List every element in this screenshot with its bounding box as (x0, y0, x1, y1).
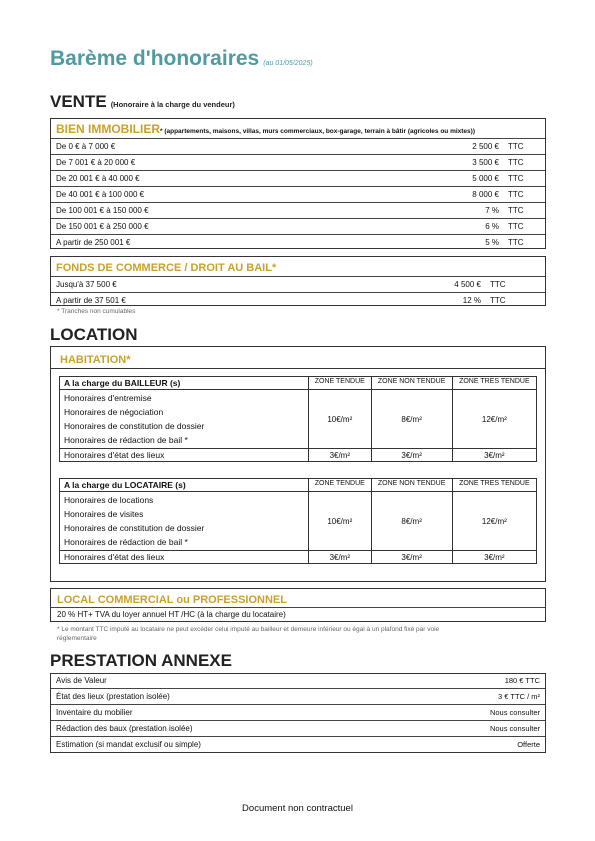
habitation-box (50, 346, 546, 582)
prestation-row (51, 721, 545, 737)
bien-value: 5 000 € (385, 171, 504, 187)
prestation-value: 3 € TTC / m² (407, 689, 545, 705)
bien-unit: TTC (504, 187, 545, 203)
locataire-item: Honoraires de locations (64, 495, 154, 505)
bien-row (51, 155, 545, 171)
bien-value: 7 % (385, 203, 504, 219)
bailleur-items-row (60, 390, 537, 449)
bien-range: De 40 001 € à 100 000 € (51, 187, 385, 203)
prestation-label: Inventaire du mobilier (51, 705, 407, 721)
bien-range: De 7 001 € à 20 000 € (51, 155, 385, 171)
local-commercial-title: LOCAL COMMERCIAL ou PROFESSIONNEL (57, 594, 287, 606)
prestation-label: État des lieux (prestation isolée) (51, 689, 407, 705)
ttc-note (57, 625, 537, 643)
bien-range: De 20 001 € à 40 000 € (51, 171, 385, 187)
ttc-note-line-1: * Le montant TTC imputé au locataire ne peut excéder celui imputé au bailleur et demeure inférieur ou égal à un plafond fixé par voie (57, 626, 440, 633)
locataire-items-row (60, 492, 537, 551)
bailleur-title: A la charge du BAILLEUR (s) (60, 377, 309, 390)
bailleur-etat-row (60, 449, 537, 462)
locataire-title: A la charge du LOCATAIRE (s) (60, 479, 309, 492)
prestation-row (51, 689, 545, 705)
bailleur-zone-header-3: ZONE TRES TENDUE (452, 377, 536, 390)
title-date: (au 01/05/2025) (263, 60, 313, 67)
locataire-value-2: 8€/m² (371, 492, 452, 551)
prestation-value: Offerte (407, 737, 545, 753)
locataire-etat-label: Honoraires d'état des lieux (60, 551, 309, 564)
local-commercial-box (50, 588, 546, 622)
prestation-value: Nous consulter (407, 721, 545, 737)
bien-value: 5 % (385, 235, 504, 251)
bailleur-etat-value-2: 3€/m² (371, 449, 452, 462)
footer-note: Document non contractuel (242, 803, 353, 814)
locataire-etat-value-3: 3€/m² (452, 551, 536, 564)
bailleur-zone-header-2: ZONE NON TENDUE (371, 377, 452, 390)
fonds-commerce-star: * (271, 262, 277, 274)
bien-range: A partir de 250 001 € (51, 235, 385, 251)
bailleur-etat-value-3: 3€/m² (452, 449, 536, 462)
bien-unit: TTC (504, 235, 545, 251)
bien-row (51, 203, 545, 219)
bien-row (51, 219, 545, 235)
bien-unit: TTC (504, 139, 545, 155)
locataire-item: Honoraires de rédaction de bail * (64, 537, 188, 547)
locataire-value-1: 10€/m² (309, 492, 372, 551)
prestation-value: 180 € TTC (504, 676, 540, 685)
bien-row (51, 235, 545, 251)
bailleur-item: Honoraires de rédaction de bail * (64, 435, 188, 445)
locataire-etat-row (60, 551, 537, 564)
locataire-zone-header-2: ZONE NON TENDUE (371, 479, 452, 492)
locataire-zone-header-1: ZONE TENDUE (309, 479, 372, 492)
fonds-value: 12 % (349, 293, 486, 309)
location-heading: LOCATION (50, 325, 138, 344)
locataire-etat-value-1: 3€/m² (309, 551, 372, 564)
fonds-row (51, 293, 545, 309)
fonds-commerce-header (51, 257, 545, 276)
prestation-value: Nous consulter (407, 705, 545, 721)
vente-heading-text: VENTE (50, 92, 107, 111)
bien-unit: TTC (504, 219, 545, 235)
locataire-item: Honoraires de constitution de dossier (64, 523, 205, 533)
bien-value: 2 500 € (385, 139, 504, 155)
habitation-header (51, 347, 545, 369)
fonds-range: A partir de 37 501 € (51, 293, 349, 309)
bailleur-value-3: 12€/m² (452, 390, 536, 449)
bailleur-value-1: 10€/m² (309, 390, 372, 449)
bien-immobilier-note: * (appartements, maisons, villas, murs commerciaux, box-garage, terrain à bâtir (agricoles ou mixtes)) (160, 128, 475, 135)
locataire-header-row (60, 479, 537, 492)
bien-immobilier-box (50, 118, 546, 249)
tranches-note: * Tranches non cumulables (57, 308, 136, 315)
bien-row (51, 171, 545, 187)
bien-row (51, 187, 545, 203)
bailleur-header-row (60, 377, 537, 390)
vente-heading (50, 92, 235, 112)
bien-unit: TTC (504, 155, 545, 171)
locataire-table (59, 478, 537, 564)
bien-unit: TTC (504, 171, 545, 187)
locataire-zone-header-3: ZONE TRES TENDUE (452, 479, 536, 492)
locataire-item: Honoraires de visites (64, 509, 144, 519)
bien-value: 6 % (385, 219, 504, 235)
bien-range: De 0 € à 7 000 € (51, 139, 385, 155)
habitation-star: * (126, 354, 131, 366)
vente-subheading: (Honoraire à la charge du vendeur) (110, 100, 235, 109)
fonds-value: 4 500 € (349, 277, 486, 293)
bien-immobilier-table (51, 138, 545, 250)
prestation-label: Avis de Valeur (56, 676, 107, 685)
bien-unit: TTC (504, 203, 545, 219)
fonds-unit: TTC (486, 293, 545, 309)
bailleur-item: Honoraires de constitution de dossier (64, 421, 205, 431)
locataire-etat-value-2: 3€/m² (371, 551, 452, 564)
prestation-label: Estimation (si mandat exclusif ou simple) (51, 737, 407, 753)
bailleur-etat-value-1: 3€/m² (309, 449, 372, 462)
fonds-unit: TTC (486, 277, 545, 293)
page-title (50, 47, 313, 71)
bailleur-zone-header-1: ZONE TENDUE (309, 377, 372, 390)
bailleur-item: Honoraires d'entremise (64, 393, 152, 403)
locataire-items (60, 492, 309, 551)
local-commercial-header (51, 589, 545, 608)
bailleur-items (60, 390, 309, 449)
bien-immobilier-title: BIEN IMMOBILIER (56, 122, 160, 136)
prestation-box (50, 673, 546, 753)
prestation-label: Rédaction des baux (prestation isolée) (51, 721, 407, 737)
prestation-row (51, 705, 545, 721)
local-commercial-text: 20 % HT+ TVA du loyer annuel HT /HC (à la charge du locataire) (57, 610, 286, 619)
prestation-row (51, 673, 545, 689)
bien-immobilier-header (51, 119, 545, 138)
title-text: Barème d'honoraires (50, 47, 260, 70)
fonds-range: Jusqu'à 37 500 € (51, 277, 349, 293)
bien-value: 3 500 € (385, 155, 504, 171)
prestation-heading: PRESTATION ANNEXE (50, 651, 232, 670)
bailleur-table (59, 376, 537, 462)
bien-range: De 150 001 € à 250 000 € (51, 219, 385, 235)
habitation-title: HABITATION (60, 354, 127, 366)
fonds-row (51, 277, 545, 293)
bien-range: De 100 001 € à 150 000 € (51, 203, 385, 219)
fonds-commerce-title: FONDS DE COMMERCE / DROIT AU BAIL (56, 262, 272, 274)
prestation-row (51, 737, 545, 753)
bailleur-etat-label: Honoraires d'état des lieux (60, 449, 309, 462)
locataire-value-3: 12€/m² (452, 492, 536, 551)
bien-value: 8 000 € (385, 187, 504, 203)
bien-row (51, 139, 545, 155)
prestation-table (51, 673, 545, 752)
ttc-note-line-2: réglementaire (57, 635, 97, 642)
bailleur-item: Honoraires de négociation (64, 407, 164, 417)
fonds-commerce-table (51, 276, 545, 308)
bailleur-value-2: 8€/m² (371, 390, 452, 449)
fonds-commerce-box (50, 256, 546, 306)
